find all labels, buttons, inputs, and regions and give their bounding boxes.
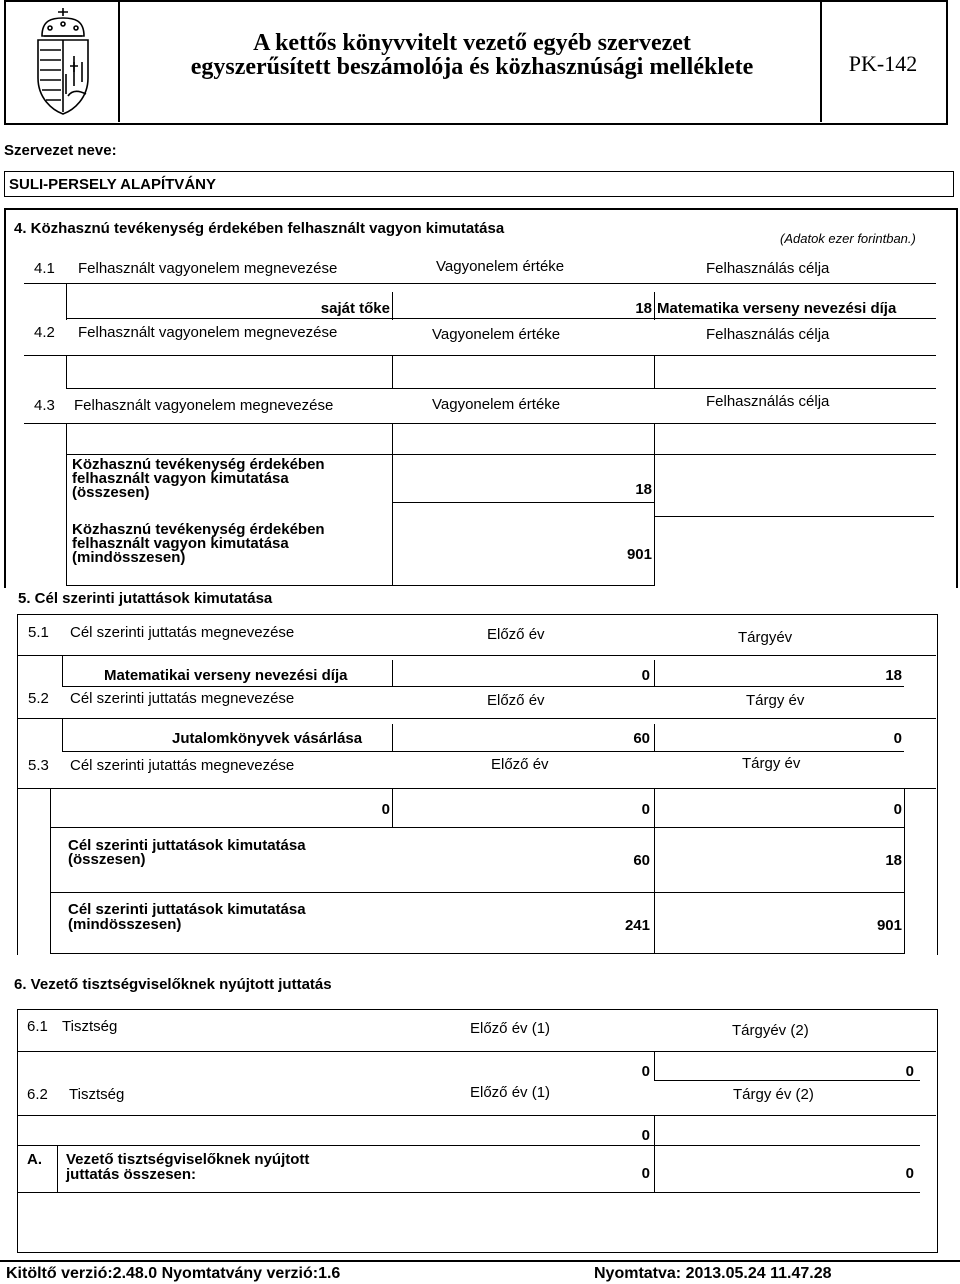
s52-col-line bbox=[62, 718, 63, 752]
s61-col-name: Tisztség bbox=[62, 1018, 118, 1035]
s62-col-name: Tisztség bbox=[69, 1086, 125, 1103]
s4-grand-label-2: felhasznált vagyon kimutatása bbox=[72, 535, 289, 552]
header-divider-left bbox=[118, 0, 120, 122]
s53-sep1 bbox=[392, 788, 393, 828]
s41-row-value: 18 bbox=[635, 300, 652, 317]
s53-col-line bbox=[50, 788, 51, 828]
s51-num: 5.1 bbox=[28, 624, 49, 641]
s5-grand-left bbox=[50, 892, 51, 954]
s51-row-line bbox=[62, 686, 904, 687]
s62-col-curr: Tárgy év (2) bbox=[733, 1086, 814, 1103]
s51-header-line bbox=[17, 655, 936, 656]
sa-prev: 0 bbox=[641, 1165, 650, 1182]
form-code: PK-142 bbox=[848, 51, 918, 76]
footer-version: Kitöltő verzió:2.48.0 Nyomtatvány verzió:1.6 bbox=[6, 1265, 341, 1282]
s52-row-curr: 0 bbox=[893, 730, 902, 747]
s5-total-curr: 18 bbox=[885, 852, 902, 869]
s51-col-curr: Tárgyév bbox=[738, 629, 793, 646]
section-4-title: 4. Közhasznú tevékenység érdekében felhasznált vagyon kimutatása bbox=[14, 220, 505, 237]
section-6-box bbox=[17, 1009, 938, 1253]
form-title-line2: egyszerűsített beszámolója és közhasznúsági melléklete bbox=[190, 54, 754, 80]
s62-header-line bbox=[17, 1115, 936, 1116]
s43-num: 4.3 bbox=[34, 397, 55, 414]
s52-num: 5.2 bbox=[28, 690, 49, 707]
s4-grand-sep1 bbox=[392, 516, 393, 586]
sa-sep bbox=[654, 1145, 655, 1193]
s41-sep2 bbox=[654, 292, 655, 320]
sa-label-2: juttatás összesen: bbox=[66, 1166, 197, 1183]
sa-top-line bbox=[17, 1145, 920, 1146]
s61-row-line bbox=[654, 1080, 920, 1081]
s52-col-prev: Előző év bbox=[487, 692, 545, 709]
s42-header-line bbox=[24, 355, 936, 356]
s53-row-prev: 0 bbox=[641, 801, 650, 818]
s5-total-bottom bbox=[50, 892, 905, 893]
s41-col-line bbox=[66, 283, 67, 320]
s4-grand-bottom bbox=[66, 585, 654, 586]
sa-col-line bbox=[57, 1145, 58, 1193]
s5-total-label-2: (összesen) bbox=[68, 851, 146, 868]
s53-col-curr: Tárgy év bbox=[742, 755, 801, 772]
s62-row-prev: 0 bbox=[641, 1127, 650, 1144]
s42-sep2 bbox=[654, 355, 655, 389]
s43-sep2 bbox=[654, 423, 655, 455]
s51-sep1 bbox=[392, 660, 393, 687]
s43-col-name: Felhasznált vagyonelem megnevezése bbox=[74, 397, 334, 414]
s52-col-curr: Tárgy év bbox=[746, 692, 805, 709]
s43-sep1 bbox=[392, 423, 393, 455]
s5-grand-label-1: Cél szerinti juttatások kimutatása bbox=[68, 901, 306, 918]
s53-col-name: Cél szerinti jutattás megnevezése bbox=[70, 757, 295, 774]
s42-sep1 bbox=[392, 355, 393, 389]
s43-col-purpose: Felhasználás célja bbox=[706, 393, 830, 410]
s5-grand-bottom bbox=[50, 953, 905, 954]
s4-total-right-line bbox=[654, 516, 934, 517]
footer-printed: Nyomtatva: 2013.05.24 11.47.28 bbox=[594, 1265, 832, 1282]
s4-grand-sep2 bbox=[654, 516, 655, 586]
s5-total-left bbox=[50, 827, 51, 893]
s42-col-line bbox=[66, 355, 67, 389]
s61-col-prev: Előző év (1) bbox=[470, 1020, 551, 1037]
s52-sep2 bbox=[654, 724, 655, 752]
s4-total-sep2 bbox=[654, 454, 655, 516]
s42-col-purpose: Felhasználás célja bbox=[706, 326, 830, 343]
s53-col-prev: Előző év bbox=[491, 756, 549, 773]
s53-header-line bbox=[17, 788, 936, 789]
unit-note: (Adatok ezer forintban.) bbox=[780, 231, 916, 246]
s5-total-sep2 bbox=[654, 827, 655, 893]
s41-row-line bbox=[66, 318, 936, 319]
s41-sep1 bbox=[392, 292, 393, 320]
sa-label-1: Vezető tisztségviselőknek nyújtott bbox=[66, 1151, 310, 1168]
s61-header-line bbox=[17, 1051, 936, 1052]
s51-row-curr: 18 bbox=[885, 667, 902, 684]
sa-num: A. bbox=[27, 1151, 42, 1168]
s5-total-sep3 bbox=[904, 827, 905, 893]
s51-col-name: Cél szerinti juttatás megnevezése bbox=[70, 624, 295, 641]
s51-row-name: Matematikai verseny nevezési díja bbox=[104, 667, 348, 684]
s52-row-name: Jutalomkönyvek vásárlása bbox=[172, 730, 363, 747]
s53-row-line bbox=[50, 827, 905, 828]
s41-row-name: saját tőke bbox=[320, 300, 390, 317]
s4-grand-label-1: Közhasznú tevékenység érdekében bbox=[72, 521, 325, 538]
s41-col-purpose: Felhasználás célja bbox=[706, 260, 830, 277]
s43-col-value: Vagyonelem értéke bbox=[432, 396, 561, 413]
s4-total-top-line bbox=[66, 454, 936, 455]
s41-row-purpose: Matematika verseny nevezési díja bbox=[657, 300, 897, 317]
s61-row-prev: 0 bbox=[641, 1063, 650, 1080]
section-6-title: 6. Vezető tisztségviselőknek nyújtott juttatás bbox=[14, 976, 332, 993]
s52-row-line bbox=[62, 751, 904, 752]
s4-total-label-2: felhasznált vagyon kimutatása bbox=[72, 470, 289, 487]
s41-header-line bbox=[24, 283, 936, 284]
s4-total-left bbox=[66, 454, 67, 516]
s62-sep bbox=[654, 1115, 655, 1145]
s5-grand-label-2: (mindösszesen) bbox=[68, 916, 182, 933]
s4-total-label-1: Közhasznú tevékenység érdekében bbox=[72, 456, 325, 473]
s51-row-prev: 0 bbox=[641, 667, 650, 684]
s43-col-line bbox=[66, 423, 67, 455]
s41-col-value: Vagyonelem értéke bbox=[436, 258, 565, 275]
s51-col-line bbox=[62, 655, 63, 687]
s53-row-val1: 0 bbox=[381, 801, 390, 818]
s42-col-value: Vagyonelem értéke bbox=[432, 326, 561, 343]
s4-total-value: 18 bbox=[635, 481, 652, 498]
s52-header-line bbox=[17, 718, 936, 719]
s53-sep2 bbox=[654, 788, 655, 828]
s4-grand-label-3: (mindösszesen) bbox=[72, 549, 186, 566]
s5-grand-prev: 241 bbox=[624, 917, 650, 934]
s53-num: 5.3 bbox=[28, 757, 49, 774]
s4-total-under bbox=[392, 502, 654, 503]
s42-row-line bbox=[66, 388, 936, 389]
s5-grand-curr: 901 bbox=[876, 917, 902, 934]
s52-col-name: Cél szerinti juttatás megnevezése bbox=[70, 690, 295, 707]
s41-col-name: Felhasznált vagyonelem megnevezése bbox=[78, 260, 338, 277]
s53-sep3 bbox=[904, 788, 905, 828]
sa-bottom-line bbox=[17, 1192, 920, 1193]
footer-rule bbox=[0, 1260, 960, 1262]
section-5-title: 5. Cél szerinti jutattások kimutatása bbox=[18, 590, 273, 607]
s4-total-label-3: (összesen) bbox=[72, 484, 150, 501]
s52-row-prev: 60 bbox=[633, 730, 650, 747]
s42-num: 4.2 bbox=[34, 324, 55, 341]
s4-grand-left bbox=[66, 516, 67, 586]
org-name-label: Szervezet neve: bbox=[4, 142, 117, 159]
s43-header-line bbox=[24, 423, 936, 424]
s61-sep bbox=[654, 1051, 655, 1081]
s5-total-label-1: Cél szerinti juttatások kimutatása bbox=[68, 837, 306, 854]
s62-col-prev: Előző év (1) bbox=[470, 1084, 551, 1101]
s5-grand-sep2 bbox=[654, 892, 655, 954]
s52-sep1 bbox=[392, 724, 393, 752]
sa-curr: 0 bbox=[905, 1165, 914, 1182]
org-name-value: SULI-PERSELY ALAPÍTVÁNY bbox=[9, 176, 216, 193]
s42-col-name: Felhasznált vagyonelem megnevezése bbox=[78, 324, 338, 341]
s51-sep2 bbox=[654, 660, 655, 687]
coat-of-arms-icon bbox=[30, 6, 96, 118]
s51-col-prev: Előző év bbox=[487, 626, 545, 643]
form-title-line1: A kettős könyvvitelt vezető egyéb szervezet bbox=[253, 30, 691, 56]
s5-grand-sep3 bbox=[904, 892, 905, 954]
s61-row-curr: 0 bbox=[905, 1063, 914, 1080]
s41-num: 4.1 bbox=[34, 260, 55, 277]
s61-num: 6.1 bbox=[27, 1018, 48, 1035]
s62-num: 6.2 bbox=[27, 1086, 48, 1103]
s4-grand-value: 901 bbox=[626, 546, 652, 563]
s53-row-curr: 0 bbox=[893, 801, 902, 818]
s61-col-curr: Tárgyév (2) bbox=[732, 1022, 809, 1039]
s4-total-sep1 bbox=[392, 454, 393, 516]
s5-total-prev: 60 bbox=[633, 852, 650, 869]
